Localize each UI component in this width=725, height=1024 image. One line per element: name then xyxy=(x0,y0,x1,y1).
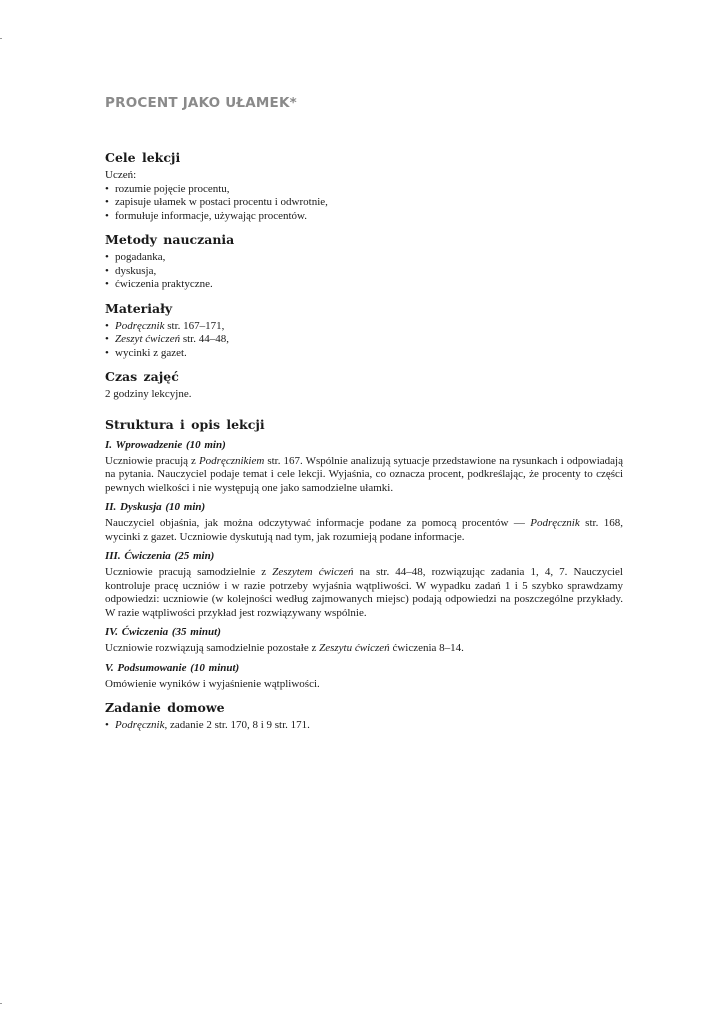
method-text: dyskusja, xyxy=(115,264,157,277)
homework-list xyxy=(105,719,623,733)
bullet-icon: • xyxy=(105,251,109,263)
homework-book: Podręcznik xyxy=(115,719,165,731)
description-text: str. 167. Wspólnie analizują sytuacje przedstawione na rysunkach i odpowiadają na pytania. Nauczyciel podaje temat i cele lekcji. Wyjaśnia, co oznacza procent, podkreślając, że procenty to części pewnych wielkości i nie występują one jako samodzielne ułamki. xyxy=(105,454,623,494)
goal-text: rozumie pojęcie procentu, xyxy=(115,182,230,195)
description-text: Omówienie wyników i wyjaśnienie wątpliwości. xyxy=(105,677,320,690)
bullet-icon: • xyxy=(105,182,109,195)
part-title: IV. Ćwiczenia (35 minut) xyxy=(105,626,221,638)
book-title: Zeszytu ćwiczeń xyxy=(319,642,390,654)
bullet-icon: • xyxy=(105,278,109,290)
list-item xyxy=(105,183,623,197)
structure-parts xyxy=(105,438,623,692)
method-text: pogadanka, xyxy=(115,251,166,263)
methods-heading: Metody nauczania xyxy=(105,232,235,247)
bullet-icon: • xyxy=(105,264,109,277)
description-text: str. 168, wycinki z gazet. Uczniowie dyskutują nad tym, jak rozumieją podane informacje. xyxy=(105,517,623,543)
book-title: Podręcznik xyxy=(530,517,580,529)
list-item xyxy=(105,196,623,210)
list-item xyxy=(105,278,623,292)
part-title: I. Wprowadzenie (10 min) xyxy=(105,438,226,451)
methods-section xyxy=(105,232,623,292)
duration-text: 2 godziny lekcyjne. xyxy=(105,388,192,400)
bullet-icon: • xyxy=(105,719,109,731)
homework-text: , zadanie 2 str. 170, 8 i 9 str. 171. xyxy=(164,719,310,731)
list-item xyxy=(105,347,623,361)
goal-text: formułuje informacje, używając procentów. xyxy=(115,209,308,222)
part-description xyxy=(105,566,623,620)
description-text: na str. 44–48, rozwiązując zadania 1, 4, 7. Nauczyciel kontroluje pracę uczniów i w razie potrzeby wyjaśnia wątpliwości. W wypadku zadań 1 i 5 szybko sprawdzamy odpowiedzi: uczniowie (w kolejności według zajmowanych miejsc) podają odpowiedzi na poszczególne przykłady. W razie wątpliwości przykład jest rozwiązywany wspólnie. xyxy=(105,566,623,619)
structure-section xyxy=(105,417,623,692)
part-title: II. Dyskusja (10 min) xyxy=(105,501,206,513)
description-text: Uczniowie rozwiązują samodzielnie pozostałe z xyxy=(105,642,320,654)
material-text: str. 44–48, xyxy=(180,333,229,345)
description-text: Uczniowie pracują z xyxy=(105,454,199,467)
lesson-plan-page xyxy=(105,94,623,742)
duration-heading: Czas zajęć xyxy=(105,369,179,384)
bullet-icon: • xyxy=(105,196,109,208)
material-title: Zeszyt ćwiczeń xyxy=(115,333,181,345)
list-item xyxy=(105,210,623,224)
structure-heading: Struktura i opis lekcji xyxy=(105,416,265,432)
description-text: Nauczyciel objaśnia, jak można odczytywać informacje podane za pomocą procentów — xyxy=(105,517,531,529)
page-edge-mark xyxy=(0,38,2,39)
goals-list xyxy=(105,183,623,224)
materials-heading: Materiały xyxy=(105,300,173,316)
goals-heading: Cele lekcji xyxy=(105,150,181,165)
book-title: Podręcznikiem xyxy=(198,454,265,467)
bullet-icon: • xyxy=(105,346,109,359)
part-title: V. Podsumowanie (10 minut) xyxy=(105,661,240,674)
part-description xyxy=(105,517,623,544)
bullet-icon: • xyxy=(105,209,109,222)
description-text: Uczniowie pracują samodzielnie z xyxy=(105,566,273,578)
book-title: Zeszytem ćwiczeń xyxy=(272,566,354,578)
list-item xyxy=(105,719,623,733)
method-text: ćwiczenia praktyczne. xyxy=(115,278,213,290)
homework-section xyxy=(105,700,623,733)
material-text: wycinki z gazet. xyxy=(115,346,187,359)
goal-text: zapisuje ułamek w postaci procentu i odwrotnie, xyxy=(115,196,328,208)
list-item xyxy=(105,320,623,334)
goals-intro: Uczeń: xyxy=(105,169,137,181)
methods-list xyxy=(105,251,623,292)
homework-heading: Zadanie domowe xyxy=(105,700,225,715)
description-text: ćwiczenia 8–14. xyxy=(389,642,464,654)
part-title: III. Ćwiczenia (25 min) xyxy=(105,550,215,562)
goals-section xyxy=(105,150,623,223)
list-item xyxy=(105,251,623,265)
materials-list xyxy=(105,320,623,361)
part-description xyxy=(105,642,623,656)
material-text: str. 167–171, xyxy=(164,319,225,332)
material-title: Podręcznik xyxy=(115,319,165,332)
bullet-icon: • xyxy=(105,319,109,332)
part-description xyxy=(105,455,623,496)
list-item xyxy=(105,265,623,279)
bullet-icon: • xyxy=(105,333,109,345)
list-item xyxy=(105,333,623,347)
materials-section xyxy=(105,301,623,361)
document-title: PROCENT JAKO UŁAMEK* xyxy=(105,95,297,111)
part-description xyxy=(105,678,623,692)
duration-section xyxy=(105,369,623,402)
page-edge-mark xyxy=(0,1003,2,1004)
